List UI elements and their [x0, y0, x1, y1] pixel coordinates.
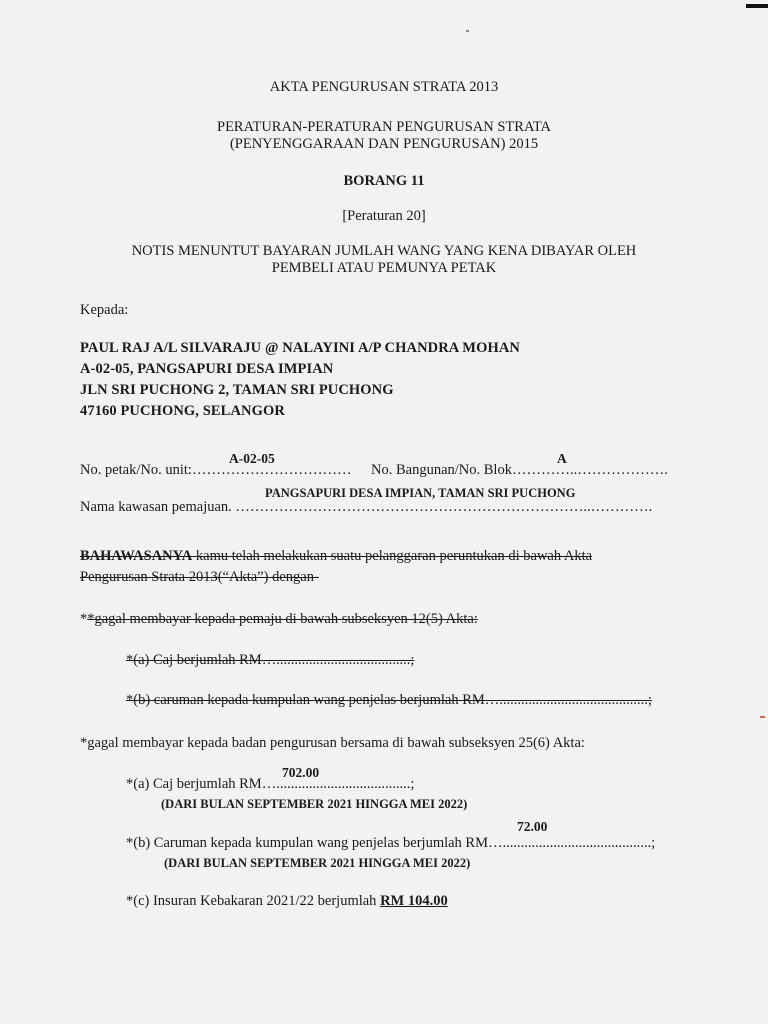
- block-number-value: A: [557, 451, 567, 466]
- act-title: AKTA PENGURUSAN STRATA 2013: [269, 79, 499, 95]
- jmb-charge-amount: 702.00: [282, 765, 320, 780]
- jmb-sinking-fund-b: *(b) Caruman kepada kumpulan wang penjelas berjumlah RM….........................................;: [126, 835, 656, 851]
- development-area-value: PANGSAPURI DESA IMPIAN, TAMAN SRI PUCHONG: [265, 486, 576, 500]
- development-area-label: Nama kawasan pemajuan. ………………………………………………………………..………….: [80, 499, 653, 515]
- fire-insurance-text: *(c) Insuran Kebakaran 2021/22 berjumlah: [126, 893, 381, 909]
- recipient-label: Kepada:: [80, 302, 129, 318]
- scan-speck: [760, 716, 765, 718]
- developer-sinking-fund-b: *(b) caruman kepada kumpulan wang penjelas berjumlah RM….........................................;: [126, 692, 652, 708]
- notice-title-line2: PEMBELI ATAU PEMUNYA PETAK: [271, 260, 497, 276]
- unit-number-label: No. petak/No. unit:……………………………: [80, 462, 352, 478]
- recipient-address-line2: JLN SRI PUCHONG 2, TAMAN SRI PUCHONG: [80, 382, 394, 398]
- form-number: BORANG 11: [343, 173, 425, 189]
- fire-insurance-amount: RM 104.00: [380, 893, 448, 909]
- recipient-name: PAUL RAJ A/L SILVARAJU @ NALAYINI A/P CHANDRA MOHAN: [80, 340, 520, 356]
- jmb-sinking-fund-amount: 72.00: [517, 819, 548, 834]
- recipient-address-line3: 47160 PUCHONG, SELANGOR: [80, 403, 285, 419]
- jmb-clause: *gagal membayar kepada badan pengurusan bersama di bawah subseksyen 25(6) Akta:: [80, 735, 585, 751]
- jmb-fire-insurance-c: [126, 893, 448, 910]
- whereas-line2: Pengurusan Strata 2013(“Akta”) dengan-: [80, 569, 319, 585]
- developer-clause: [80, 611, 478, 628]
- regulation-title-line1: PERATURAN-PERATURAN PENGURUSAN STRATA: [217, 119, 551, 135]
- unit-number-value: A-02-05: [229, 451, 275, 466]
- block-number-label: No. Bangunan/No. Blok…………..……………….: [371, 462, 668, 478]
- jmb-charge-a: *(a) Caj berjumlah RM….....................................;: [126, 776, 415, 792]
- notice-title-line1: NOTIS MENUNTUT BAYARAN JUMLAH WANG YANG KENA DIBAYAR OLEH: [131, 243, 637, 259]
- whereas-keyword: BAHAWASANYA: [80, 548, 193, 564]
- jmb-charge-period: (DARI BULAN SEPTEMBER 2021 HINGGA MEI 2022): [161, 797, 468, 811]
- whereas-text: kamu telah melakukan suatu pelanggaran peruntukan di bawah Akta: [192, 548, 593, 564]
- scan-speck: [466, 30, 469, 32]
- regulation-title-line2: (PENYENGGARAAN DAN PENGURUSAN) 2015: [229, 136, 539, 152]
- developer-clause-text: *gagal membayar kepada pemaju di bawah subseksyen 12(5) Akta:: [87, 611, 478, 627]
- recipient-address-line1: A-02-05, PANGSAPURI DESA IMPIAN: [80, 361, 334, 377]
- regulation-reference: [Peraturan 20]: [342, 208, 426, 224]
- whereas-line1: [80, 548, 592, 565]
- developer-charge-a: *(a) Caj berjumlah RM….....................................;: [126, 652, 415, 668]
- scan-edge-mark: [746, 4, 768, 8]
- clause-star: *: [80, 611, 88, 627]
- jmb-sinking-fund-period: (DARI BULAN SEPTEMBER 2021 HINGGA MEI 2022): [164, 856, 471, 870]
